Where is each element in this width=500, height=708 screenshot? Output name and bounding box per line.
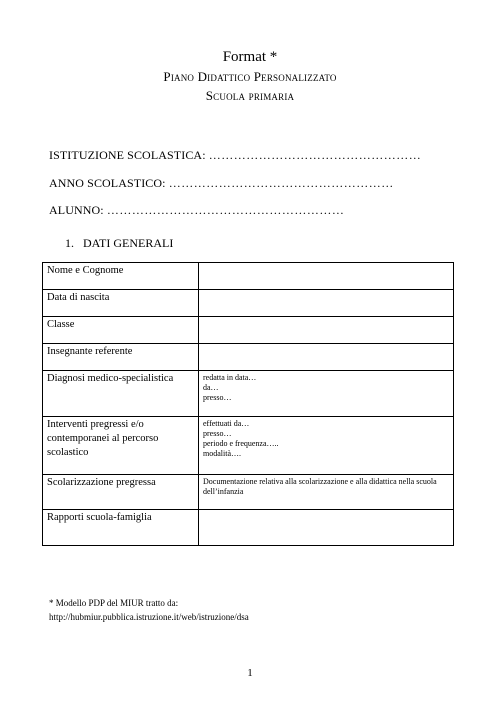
footnote-text: * Modello PDP del MIUR tratto da: [49,598,179,608]
istituzione-field [49,148,421,163]
row-label: Rapporti scuola-famiglia [43,510,199,546]
table-row [43,417,454,475]
table-row [43,290,454,317]
row-label: Data di nascita [43,290,199,317]
row-value[interactable] [199,263,454,290]
istituzione-blank: …………………………………………… [208,148,422,162]
row-value[interactable] [199,510,454,546]
value-line: da… [203,383,219,392]
anno-scolastico-label: ANNO SCOLASTICO: [49,176,166,190]
format-label: Format * [222,49,278,65]
istituzione-label: ISTITUZIONE SCOLASTICA: [49,148,206,162]
table-row [43,344,454,371]
row-value[interactable] [199,475,454,510]
anno-scolastico-field [49,176,394,191]
alunno-label: ALUNNO: [49,203,104,217]
anno-scolastico-blank: ……………………………………………… [168,176,394,190]
footnote [49,596,249,624]
page-header [0,48,500,105]
row-label: Diagnosi medico-specialistica [43,371,199,417]
value-line: presso… [203,393,232,402]
table-row [43,371,454,417]
row-label: Scolarizzazione pregressa [43,475,199,510]
row-value[interactable] [199,417,454,475]
table-row [43,263,454,290]
value-line: modalità…. [203,449,241,458]
row-label: Insegnante referente [43,344,199,371]
document-subtitle: Scuola primaria [205,88,295,103]
page-number: 1 [247,667,253,679]
row-value[interactable] [199,317,454,344]
section-heading [65,236,173,251]
table-row [43,510,454,546]
row-value[interactable] [199,371,454,417]
footnote-url[interactable]: http://hubmiur.pubblica.istruzione.it/web/istruzione/dsa [49,612,249,622]
value-line: Documentazione relativa alla scolarizzazione e alla didattica nella scuola dell’infanzia [203,477,437,496]
section-number: 1. [65,236,74,250]
row-label: Classe [43,317,199,344]
section-title: DATI GENERALI [83,236,174,250]
value-line: presso… [203,429,232,438]
alunno-blank: ………………………………………………… [106,203,345,217]
row-label: Nome e Cognome [43,263,199,290]
value-line: effettuati da… [203,419,250,428]
dati-generali-table [42,262,454,546]
row-label: Interventi pregressi e/o contemporanei al percorso scolastico [43,417,199,475]
value-line: periodo e frequenza….. [203,439,279,448]
value-line: redatta in data… [203,373,257,382]
row-value[interactable] [199,290,454,317]
table-row [43,475,454,510]
alunno-field [49,203,344,218]
row-value[interactable] [199,344,454,371]
document-title: Piano Didattico Personalizzato [163,69,337,84]
table-row [43,317,454,344]
